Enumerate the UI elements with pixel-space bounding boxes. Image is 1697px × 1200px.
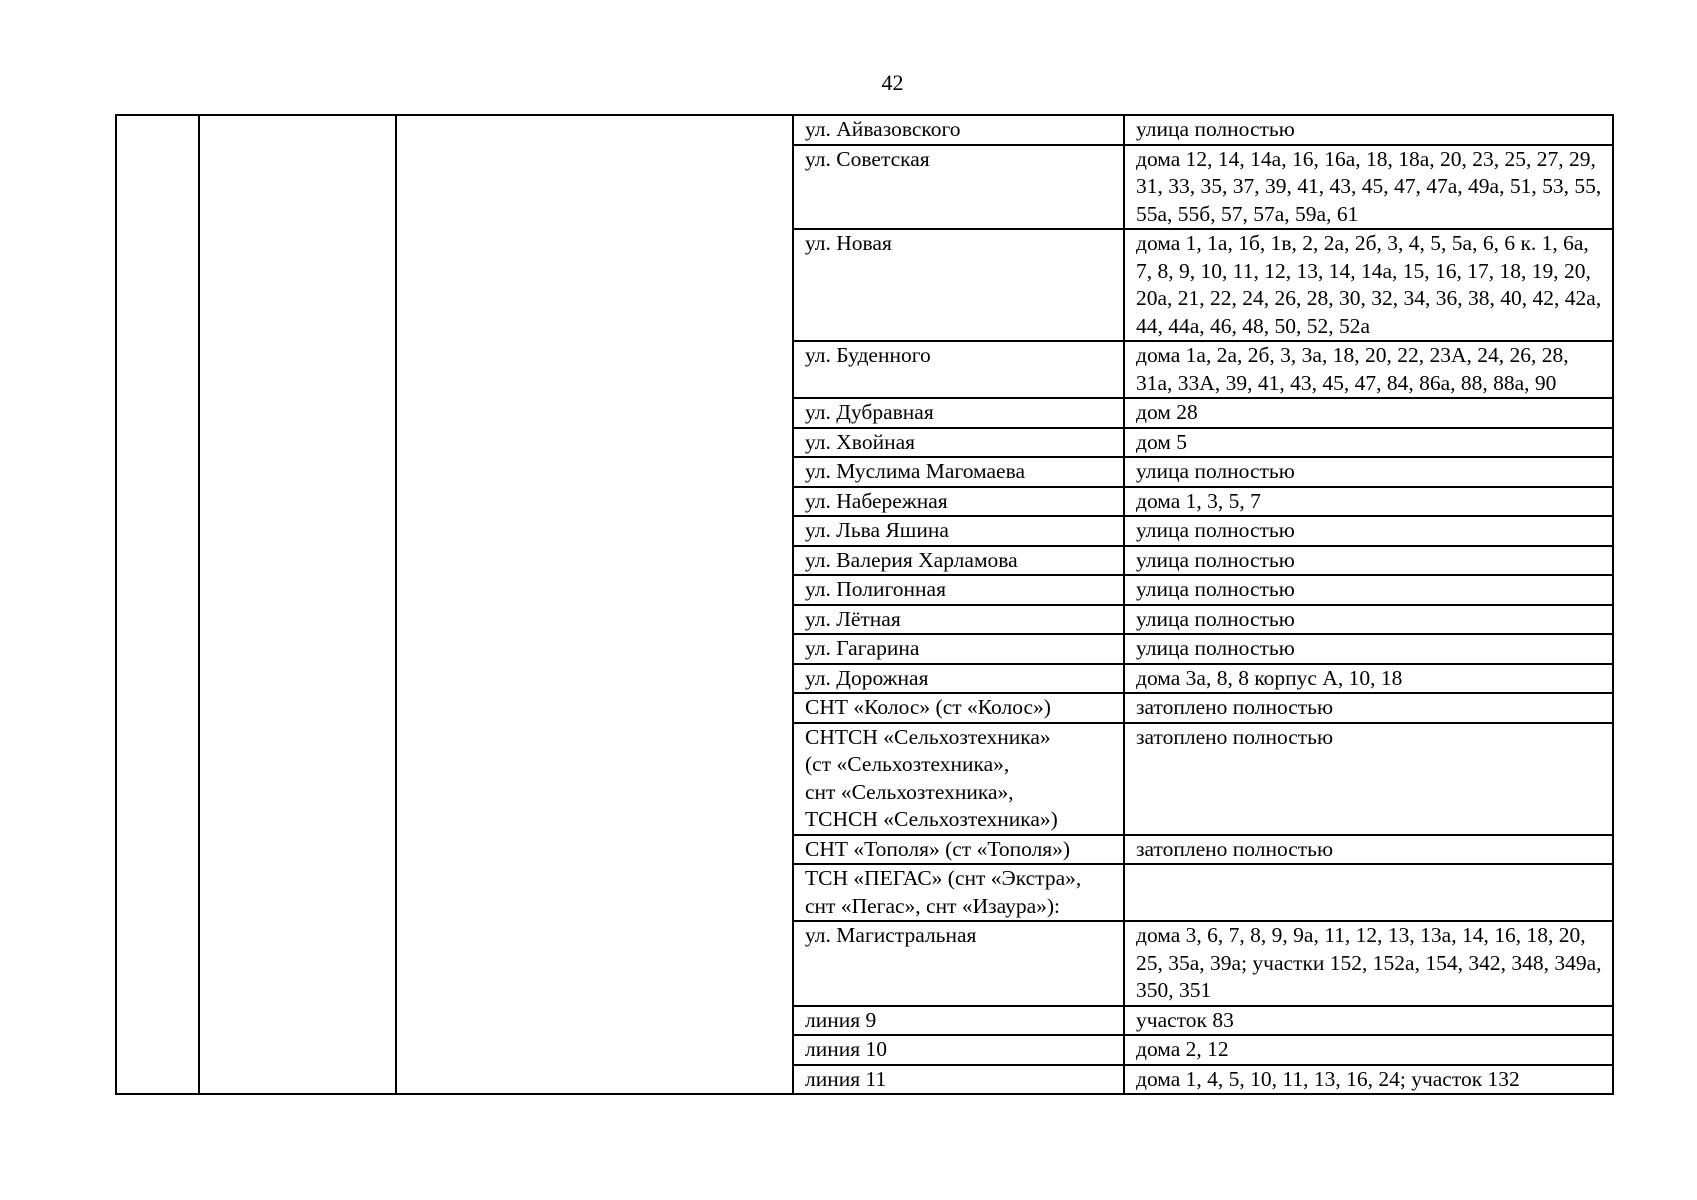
houses-cell: дома 12, 14, 14а, 16, 16а, 18, 18а, 20, 23, 25, 27, 29, 31, 33, 35, 37, 39, 41, 43, 45, 47, 47а, 49а, 51, 53, 55, 55а, 55б, 57, 57а, 59а, 61 — [1124, 145, 1613, 230]
houses-cell: затоплено полностью — [1124, 693, 1613, 723]
houses-cell: участок 83 — [1124, 1006, 1613, 1036]
houses-cell: затоплено полностью — [1124, 723, 1613, 835]
empty-col-1 — [116, 115, 199, 1094]
street-cell: ул. Магистральная — [793, 921, 1124, 1006]
street-cell: ул. Валерия Харламова — [793, 546, 1124, 576]
address-table — [115, 114, 1614, 1095]
houses-cell: дома 3, 6, 7, 8, 9, 9а, 11, 12, 13, 13а, 14, 16, 18, 20, 25, 35а, 39а; участки 152, 152а, 154, 342, 348, 349а, 350, 351 — [1124, 921, 1613, 1006]
empty-col-2 — [199, 115, 396, 1094]
houses-cell: дома 1, 3, 5, 7 — [1124, 487, 1613, 517]
street-cell: линия 11 — [793, 1065, 1124, 1095]
street-cell: СНТ «Тополя» (ст «Тополя») — [793, 835, 1124, 865]
street-cell: ул. Набережная — [793, 487, 1124, 517]
street-cell: ул. Дубравная — [793, 398, 1124, 428]
street-cell: ул. Дорожная — [793, 664, 1124, 694]
houses-cell: дом 5 — [1124, 428, 1613, 458]
street-cell: ул. Советская — [793, 145, 1124, 230]
street-cell: СНТ «Колос» (ст «Колос») — [793, 693, 1124, 723]
houses-cell: дома 2, 12 — [1124, 1035, 1613, 1065]
houses-cell: дома 1, 1а, 1б, 1в, 2, 2а, 2б, 3, 4, 5, 5а, 6, 6 к. 1, 6а, 7, 8, 9, 10, 11, 12, 13, 14, 14а, 15, 16, 17, 18, 19, 20, 20а, 21, 22, 24, 26, 28, 30, 32, 34, 36, 38, 40, 42, 42а, 44, 44а, 46, 48, 50, 52, 52а — [1124, 229, 1613, 341]
street-cell: линия 10 — [793, 1035, 1124, 1065]
street-cell: ул. Буденного — [793, 341, 1124, 398]
street-cell: ул. Лётная — [793, 605, 1124, 635]
street-cell: ул. Гагарина — [793, 634, 1124, 664]
street-cell: СНТСН «Сельхозтехника» (ст «Сельхозтехника», снт «Сельхозтехника», ТСНСН «Сельхозтехника») — [793, 723, 1124, 835]
street-cell: линия 9 — [793, 1006, 1124, 1036]
houses-cell: дома 3а, 8, 8 корпус А, 10, 18 — [1124, 664, 1613, 694]
houses-cell: дома 1, 4, 5, 10, 11, 13, 16, 24; участок 132 — [1124, 1065, 1613, 1095]
houses-cell: дом 28 — [1124, 398, 1613, 428]
houses-cell: затоплено полностью — [1124, 835, 1613, 865]
page-number: 42 — [881, 70, 904, 95]
street-cell: ул. Льва Яшина — [793, 516, 1124, 546]
street-cell: ул. Муслима Магомаева — [793, 457, 1124, 487]
houses-cell: улица полностью — [1124, 546, 1613, 576]
houses-cell: улица полностью — [1124, 115, 1613, 145]
street-cell: ул. Новая — [793, 229, 1124, 341]
table-body — [116, 115, 1613, 1094]
houses-cell — [1124, 864, 1613, 921]
houses-cell: дома 1а, 2а, 2б, 3, 3а, 18, 20, 22, 23А, 24, 26, 28, 31а, 33А, 39, 41, 43, 45, 47, 84, 86а, 88, 88а, 90 — [1124, 341, 1613, 398]
houses-cell: улица полностью — [1124, 457, 1613, 487]
houses-cell: улица полностью — [1124, 605, 1613, 635]
table-row — [116, 115, 1613, 145]
houses-cell: улица полностью — [1124, 634, 1613, 664]
houses-cell: улица полностью — [1124, 516, 1613, 546]
street-cell: ул. Полигонная — [793, 575, 1124, 605]
street-cell: ул. Хвойная — [793, 428, 1124, 458]
street-cell: ул. Айвазовского — [793, 115, 1124, 145]
empty-col-3 — [396, 115, 793, 1094]
houses-cell: улица полностью — [1124, 575, 1613, 605]
street-cell: ТСН «ПЕГАС» (снт «Экстра», снт «Пегас», снт «Изаура»): — [793, 864, 1124, 921]
